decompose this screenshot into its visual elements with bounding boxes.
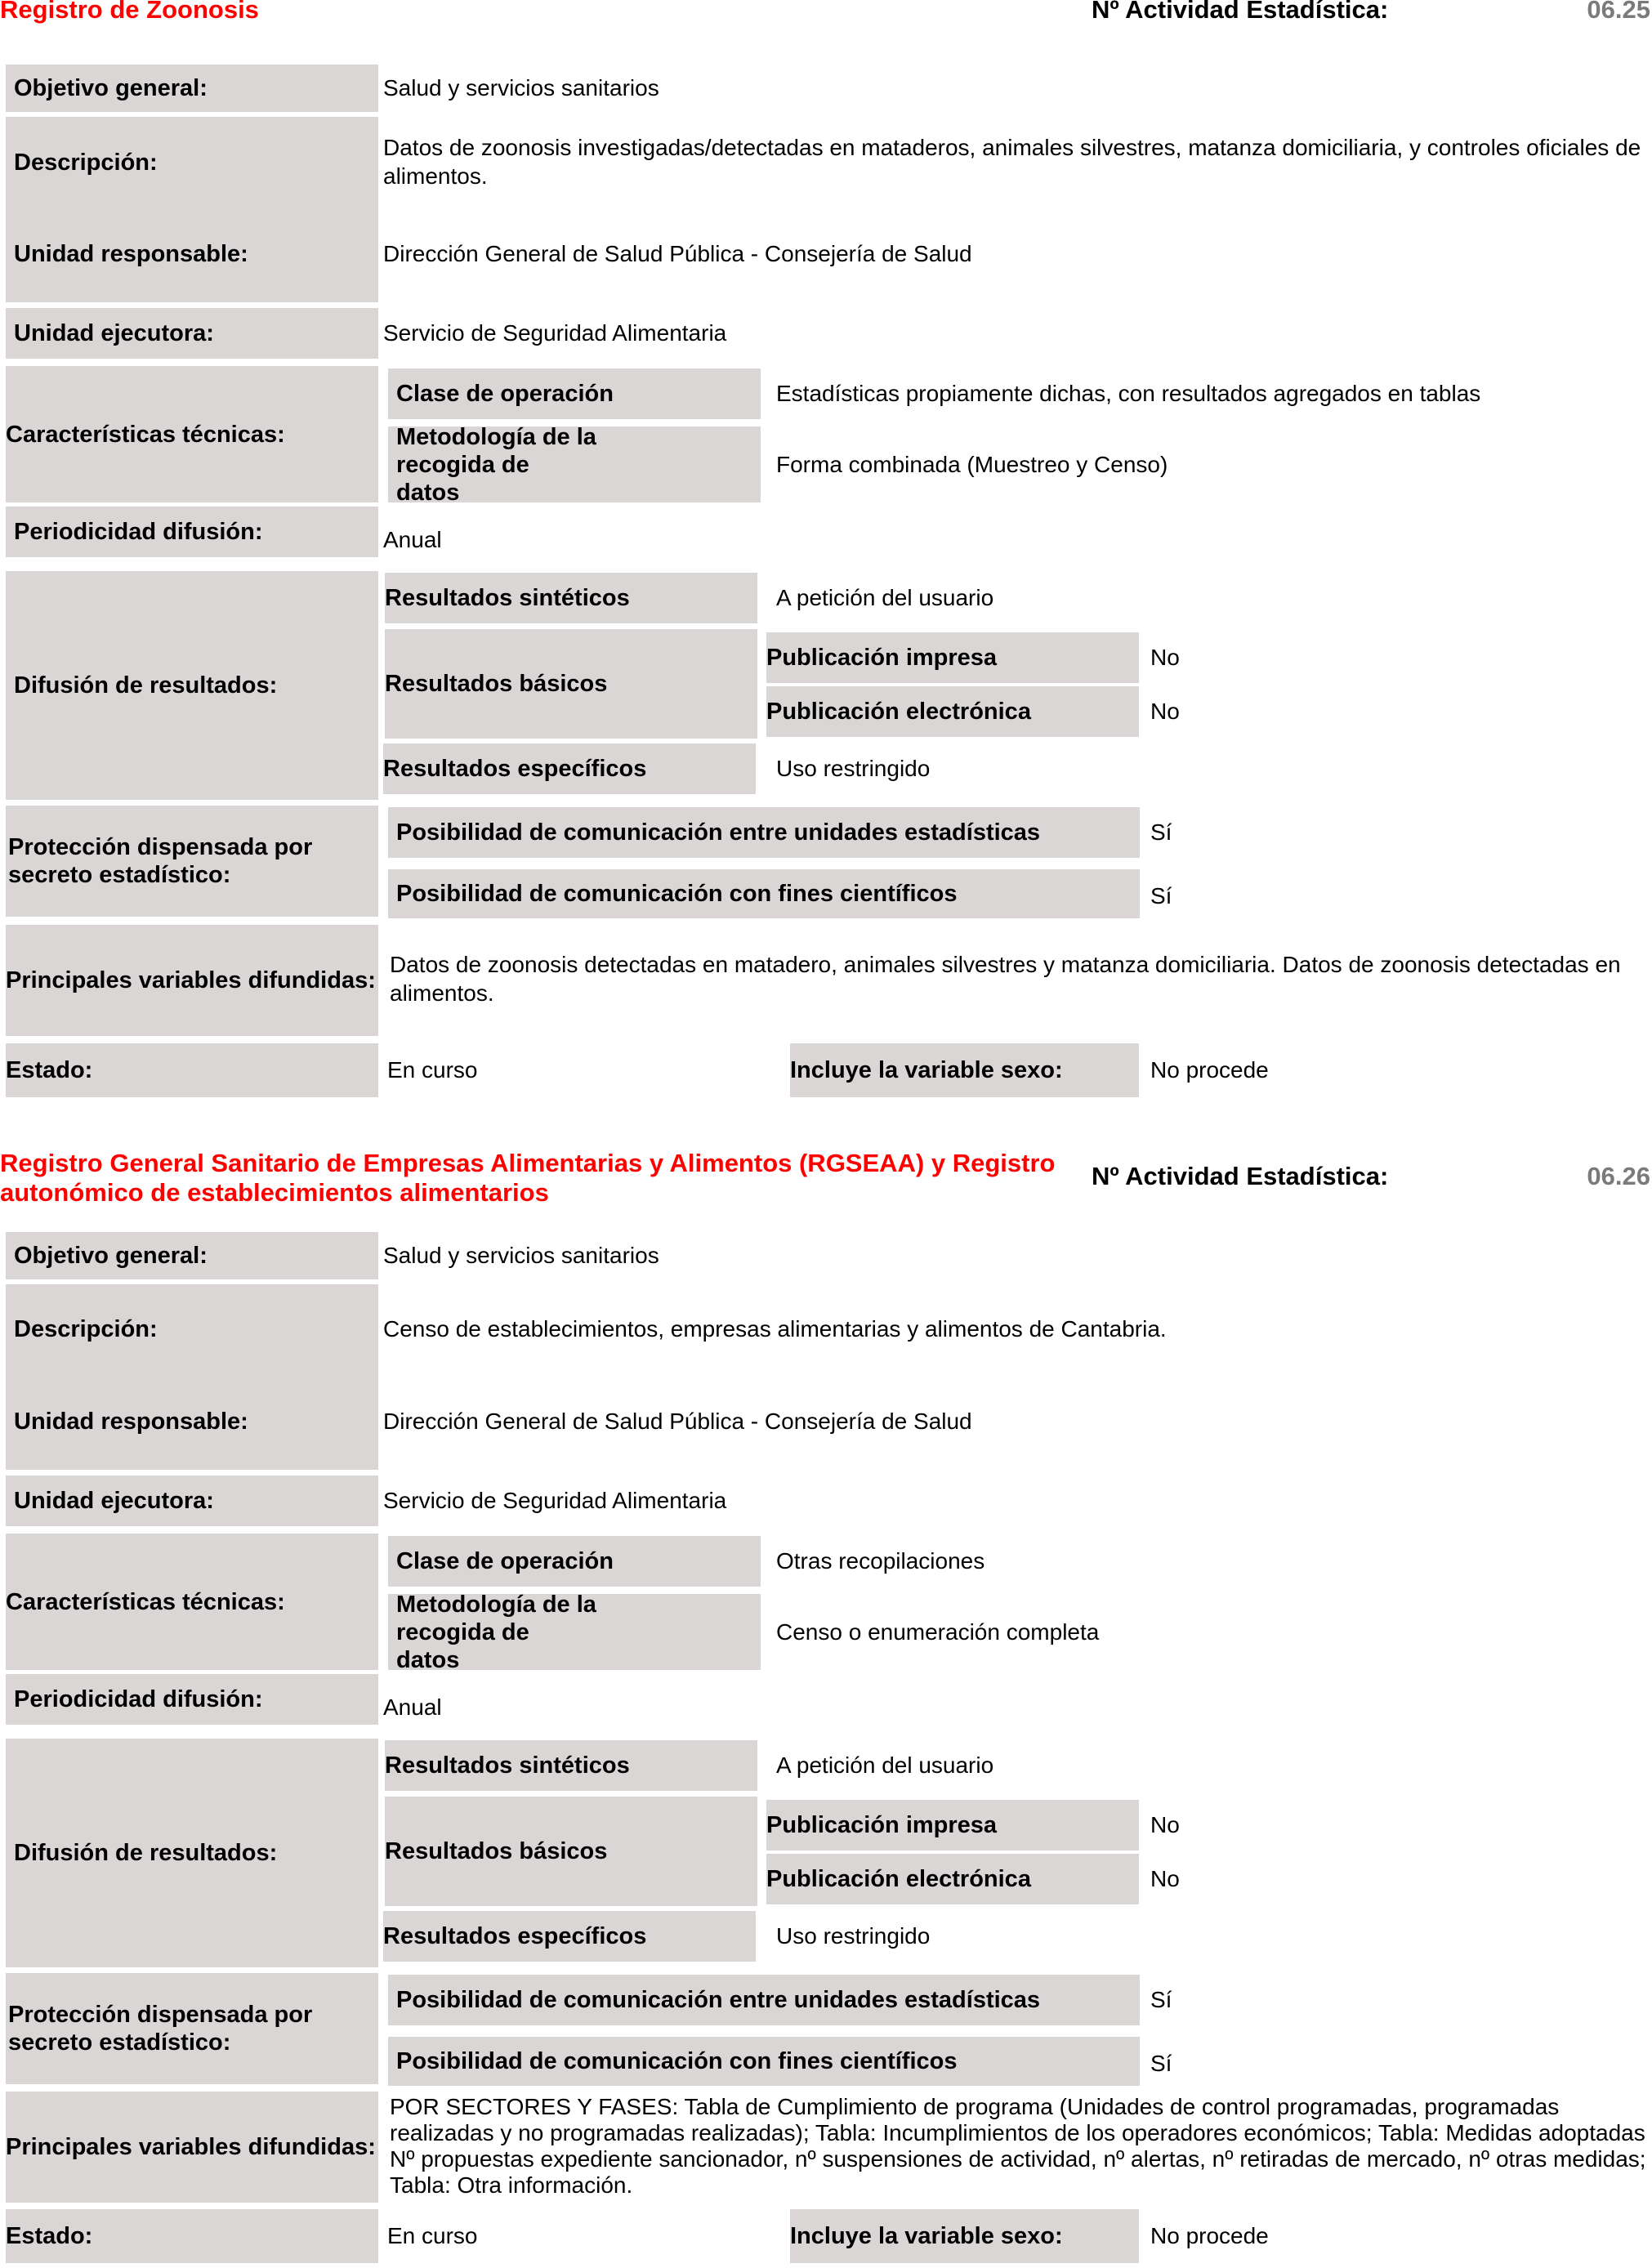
metodologia-value: Forma combinada (Muestreo y Censo) — [776, 451, 1168, 477]
sinteticos-label: Resultados sintéticos — [385, 573, 757, 623]
unidad-responsable-value: Dirección General de Salud Pública - Consejería de Salud — [383, 241, 972, 266]
caracteristicas-label: Características técnicas: — [6, 366, 378, 502]
estado-label: Estado: — [6, 1043, 378, 1097]
comunicacion-unidades-label: Posibilidad de comunicación entre unidades estadísticas — [388, 1975, 1140, 2025]
clase-operacion-label: Clase de operación — [388, 1536, 761, 1587]
sexo-value: No procede — [1150, 1057, 1269, 1083]
periodicidad-value: Anual — [383, 1694, 442, 1720]
difusion-label: Difusión de resultados: — [6, 1739, 378, 1967]
especificos-value: Uso restringido — [776, 756, 931, 781]
basicos-label: Resultados básicos — [385, 629, 757, 739]
electronica-label: Publicación electrónica — [766, 686, 1139, 737]
activity-card-2 — [0, 1149, 1652, 2268]
metodologia-value: Censo o enumeración completa — [776, 1618, 1100, 1645]
comunicacion-cientificos-value: Sí — [1150, 883, 1172, 909]
descripcion-value: Censo de establecimientos, empresas alimentarias y alimentos de Cantabria. — [383, 1316, 1167, 1342]
impresa-label: Publicación impresa — [766, 632, 1139, 683]
unidad-ejecutora-value: Servicio de Seguridad Alimentaria — [383, 320, 727, 346]
estado-label: Estado: — [6, 2209, 378, 2263]
unidad-responsable-label: Unidad responsable: — [14, 1409, 248, 1435]
basicos-label: Resultados básicos — [385, 1797, 757, 1906]
impresa-value: No — [1150, 645, 1180, 670]
activity-title: Registro General Sanitario de Empresas Alimentarias y Alimentos (RGSEAA) y Registro autonómico de establecimientos alimentarios — [0, 1149, 1056, 1207]
activity-number: 06.26 — [1587, 1162, 1650, 1190]
electronica-label: Publicación electrónica — [766, 1854, 1139, 1904]
comunicacion-cientificos-value: Sí — [1150, 2051, 1172, 2076]
impresa-value: No — [1150, 1812, 1180, 1837]
especificos-value: Uso restringido — [776, 1923, 931, 1949]
unidad-ejecutora-label: Unidad ejecutora: — [6, 308, 378, 359]
electronica-value: No — [1150, 699, 1180, 724]
periodicidad-label: Periodicidad difusión: — [6, 507, 378, 557]
sexo-label: Incluye la variable sexo: — [790, 2209, 1139, 2263]
descripcion-value: Datos de zoonosis investigadas/detectadas en mataderos, animales silvestres, matanza domiciliaria, y controles oficiales de alimentos. — [383, 135, 1641, 189]
activity-number-label: Nº Actividad Estadística: — [1092, 0, 1389, 24]
descripcion-label: Descripción: — [14, 150, 158, 176]
variables-label: Principales variables difundidas: — [6, 2092, 378, 2203]
caracteristicas-label: Características técnicas: — [6, 1534, 378, 1670]
objetivo-value: Salud y servicios sanitarios — [383, 1243, 659, 1268]
metodologia-label: Metodología de la recogida de datos — [388, 426, 761, 502]
variables-value: Datos de zoonosis detectadas en matadero, animales silvestres y matanza domiciliaria. Datos de zoonosis detectadas en alimentos. — [390, 952, 1621, 1006]
impresa-label: Publicación impresa — [766, 1800, 1139, 1851]
unidad-responsable-value: Dirección General de Salud Pública - Consejería de Salud — [383, 1409, 972, 1434]
clase-operacion-label: Clase de operación — [388, 368, 761, 419]
variables-label: Principales variables difundidas: — [6, 925, 378, 1036]
activity-number-label: Nº Actividad Estadística: — [1092, 1162, 1389, 1190]
activity-card-1 — [0, 0, 1652, 1103]
comunicacion-unidades-value: Sí — [1150, 1987, 1172, 2012]
sinteticos-value: A petición del usuario — [776, 585, 994, 610]
periodicidad-label: Periodicidad difusión: — [6, 1674, 378, 1725]
clase-operacion-value: Otras recopilaciones — [776, 1548, 985, 1574]
comunicacion-unidades-value: Sí — [1150, 819, 1172, 845]
difusion-label: Difusión de resultados: — [6, 571, 378, 800]
sinteticos-label: Resultados sintéticos — [385, 1740, 757, 1791]
variables-value: POR SECTORES Y FASES: Tabla de Cumplimiento de programa (Unidades de control programadas, programadas realizadas y no programadas realizadas); Tabla: Incumplimientos de los operadores económicos; Tabla: Medidas adoptadas Nº propuestas expediente sancionador, nº suspensiones de actividad, nº alertas, nº retiradas de mercado, nº otras medidas; Tabla: Otra información. — [390, 2094, 1646, 2198]
electronica-value: No — [1150, 1866, 1180, 1891]
comunicacion-cientificos-label: Posibilidad de comunicación con fines científicos — [388, 2037, 1140, 2086]
proteccion-label: Protección dispensada por secreto estadístico: — [6, 1973, 378, 2084]
comunicacion-unidades-label: Posibilidad de comunicación entre unidades estadísticas — [388, 807, 1140, 858]
objetivo-value: Salud y servicios sanitarios — [383, 75, 659, 100]
objetivo-label: Objetivo general: — [6, 65, 378, 112]
comunicacion-cientificos-label: Posibilidad de comunicación con fines científicos — [388, 869, 1140, 918]
unidad-responsable-label: Unidad responsable: — [14, 241, 248, 267]
estado-value: En curso — [387, 1057, 478, 1083]
especificos-label: Resultados específicos — [383, 1911, 756, 1962]
unidad-ejecutora-label: Unidad ejecutora: — [6, 1476, 378, 1526]
periodicidad-value: Anual — [383, 527, 442, 552]
descripcion-label: Descripción: — [14, 1316, 158, 1342]
sinteticos-value: A petición del usuario — [776, 1752, 994, 1778]
activity-number: 06.25 — [1587, 0, 1650, 24]
proteccion-label: Protección dispensada por secreto estadístico: — [6, 806, 378, 917]
clase-operacion-value: Estadísticas propiamente dichas, con resultados agregados en tablas — [776, 381, 1481, 406]
estado-value: En curso — [387, 2223, 478, 2248]
activity-title: Registro de Zoonosis — [0, 0, 259, 24]
objetivo-label: Objetivo general: — [6, 1232, 378, 1279]
unidad-ejecutora-value: Servicio de Seguridad Alimentaria — [383, 1488, 727, 1513]
especificos-label: Resultados específicos — [383, 743, 756, 794]
sexo-value: No procede — [1150, 2223, 1269, 2248]
sexo-label: Incluye la variable sexo: — [790, 1043, 1139, 1097]
metodologia-label: Metodología de la recogida de datos — [388, 1594, 761, 1670]
